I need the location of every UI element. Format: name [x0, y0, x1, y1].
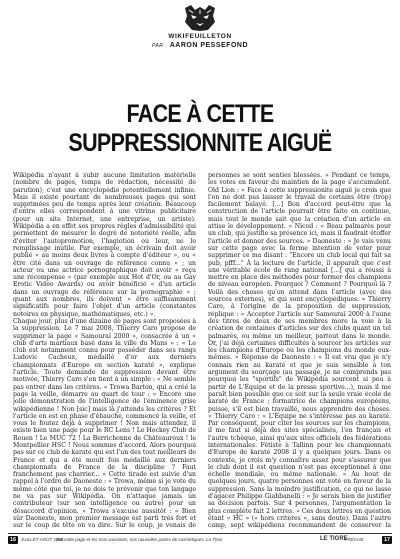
paragraph: Chaque jour, plus d'une dizaine de pages sont proposées à la suppression. Le 7 mai 2008, Thierry Caro propose de supprimer la page « Samouraï 2000 », consacrée à un « club d'arts martiaux basé dans la ville du Mans » : « Le club est notamment connu pour posséder dans ses rangs Ludovic Cacheux, médaillé d'or aux derniers championnats d'Europe en section karaté », explique l'article. Toute demande de suppression devant être motivée, Thierry Caro s'en tient à un simple : « Ne semble pas entrer dans les critères. » Trowa Barton, qui a créé la page la veille, démarre au quart de tour : « Encore une jolie démonstration de l'intelligence de l'éminence grise wikipédienne ! Non [sic] mais là j'attends les critères ? Et l'article en est en phase d'ébauche, commencé la veille, et vous le foutez déjà à supprimer ! Non mais attendez, il existe bien une page pour le RC Lens ! Le Hockey Club de Rouen ! Le MUC 72 ! La Berrichonne de Châteauroux ! le Montpellier HSC ! Nous sommes d'accord. Alors pourquoi pas sur ce club de karaté qui est l'un des tout meilleurs de France et qui a été moult fois médaillé aux derniers championnats de France de la discipline ? Faut franchement pas charrier... » Cette tirade est suivie d'un rappel à l'ordre de Daoneste : « Trowa, même si je vote du même côté que toi, je ne dois te prévenir que ton langage ne va pas sur Wikipédia. On n'attaque jamais un contributeur (sur son intelligence ou autre) pour un désaccord d'opinion. » Trowa s'excuse aussitôt : « Bien sûr Daoneste, mon premier message est parti très fort et sur le coup de tête on va dire. Sur le coup, je venais de: [13, 317, 196, 530]
author-name: AARON PESSEFOND: [169, 42, 249, 49]
section-kicker: WIKIFEUILLETON: [168, 33, 232, 40]
magazine-name: LE TIGRE: [320, 536, 348, 542]
paragraph: personnes se sont senties blessées. » Pendant ce temps, les votes en faveur du maintien de la page s'accumulent. Old Lion : « Face à cette suppressionite aiguë je crois que l'on ne doit pas laisser le travail de certains être (trop) facilement balayé. [...] Bon d'accord peut-être que la construction de l'article pourrait être faite en continue, mais tout le monde sait que la création d'un article en attise le développement. » Nicod : « Beau palmarès pour un club, qui justifie sa présence ici, mais il faudrait étoffer l'article et donner des sources. » Daoneste : « Je vais venu sur cette page avec la ferme intention de voter pour supprimer ce ma disant : "Encore un club local qui fait sa pub, pfff..." À la lecture de l'article, il apparaît que c'est une véritable école de rang national [...] qui a réussi à mettre en place des méthodes pour former des champions de niveau européen. Pourquoi ? Comment ? Pourquoi là ? Voilà des choses qu'on attend dans l'article (avec des sources externes), et qui sont encyclopédiques. » Thierry Caro, à l'origine de la proposition de suppression, réplique : « Accepter l'article sur Samouraï 2000 à l'aune des titres de deux de ses membres more la voie à la création de centaines d'articles sur des clubs quant un tel palmarès, ou même un meilleur, partout dans le monde. Or, j'ai déjà certaines difficultés à sourcer les articles sur les champions d'Europe ou les champions du monde eux-mêmes. » Réponse de Daoneste : « Il est vrai que je n'y connais rien au karaté et que je suis sensible à ton argument du sourçage (au passage, je ne comprends pas pourquoi les "sportifs" de Wikipédia sourcent si peu à partir de L'Équipe et de la presse sportive...), mais il me paraît bien possible que ce soit sur la seule vraie école de karaté de France ; formatrice de champions européens, puisse, s'il est bien travaillé, nous apprendre des choses. » Thierry Caro : « L'Équipe ne s'intéresse pas au karaté. Par conséquent, pour citer les sources sur les champions, il me faut si déjà des sites spécialisés, l'en français et l'autre tchèque, ainsi qu'aux sites officiels des fédérations internationales. Fétiste à Tallinn pour les championnats d'Europe de karaté 2008 il y a quelques jours. Dans ce contexte, je crois m'y connaître assez pour s'assurer que le club dont il est question n'est pas exceptionnel à une échelle mondiale, ou même nationale. » Au bout de quelques jours, quatre personnes ont voté en faveur de la suppression. Sans la moindre justification, ce qui ne lasse d'agacer Philippe Giabbanelli : « Je serais bien de justifier sa décision parfois. Sur 4 personnes, l'argumentation la plus complète fait 2 lettres. » Ces deux lettres en question étant « HC » (« hors critères », sans doute). Dans l'autre camp, sept wikipédiens recommandent de conserver la: [208, 172, 391, 530]
article-column-left: [13, 172, 196, 530]
page-number-left: 16: [9, 537, 17, 543]
page-number-right: 17: [383, 537, 391, 543]
issue-date: JUILLET-AOÛT 2008: [21, 537, 64, 542]
page-footer: [8, 533, 392, 546]
byline: [0, 42, 400, 49]
footer-section: FRÉCHE: [345, 537, 364, 542]
byline-prefix: PAR: [151, 43, 164, 49]
article-headline: FACE À CETTE SUPPRESSIONNITE AIGUË: [68, 100, 332, 157]
tiger-logo-icon: [181, 4, 219, 32]
paragraph: Wikipédia n'ayant à subir aucune limitation matérielle (nombre de pages, temps de rédaction, nécessité de parution), c'est une encyclopédie potentiellement infinie. Mais il existe pourtant de nombreuses pages qui sont supprimées peu de temps après leur création. Beaucoup d'entre elles correspondent à une vitrine publicitaire (pour un site Internet, une entreprise, un artiste). Wikipédia a en effet ses propres règles d'admissibilité qui permettent de mesurer le degré de notoriété réelle, afin d'éviter l'autopromotion, l'hagiotion ou leur, ne le remplissage inutile. Par exemple, un écrivain doit avoir publié « au moins deux livres à compte d'éditeur », ou « être cité dans un ouvrage de référence connu » ; un acteur ou une actrice pornographique doit avoir « reçu une récompense » (par exemple aux Hot d'Or, ou au Gay Erotic Video Awards) ou avoir bénéficié « d'un article dans un ouvrage de référence sur la pornographie » ; quant aux nombres, ils doivent « être suffisamment significatifs pour faire l'objet d'un article (constantes notoires en physique, mathématiques, etc.) ».: [13, 172, 196, 318]
footer-tagline: Sur cette page et les trois suivantes, nos nouvelles paires de cosmétiques. Le Tiroir: [56, 537, 223, 542]
article-column-right: [208, 172, 391, 530]
